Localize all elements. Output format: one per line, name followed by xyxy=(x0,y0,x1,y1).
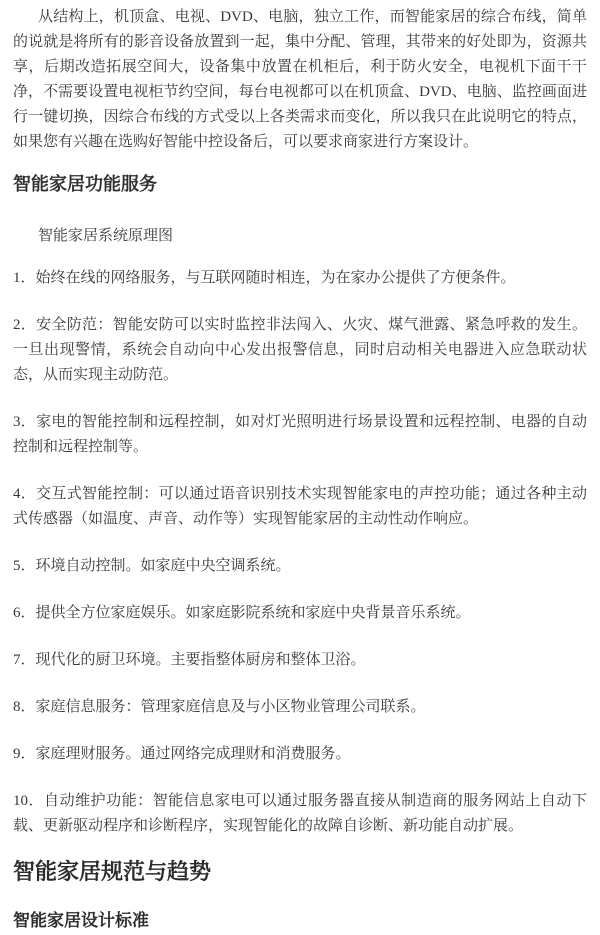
intro-paragraph: 从结构上，机顶盒、电视、DVD、电脑，独立工作，而智能家居的综合布线，简单的说就是将所有的影音设备放置到一起，集中分配、管理，其带来的好处即为，资源共享，后期改造拓展空间大，设备集中放置在机柜后，利于防火安全，电视机下面干干净，不需要设置电视柜节约空间，每台电视都可以在机顶盒、DVD、电脑、监控画面进行一键切换，因综合布线的方式受以上各类需求而变化，所以我只在此说明它的特点，如果您有兴趣在选购好智能中控设备后，可以要求商家进行方案设计。 xyxy=(13,9,587,150)
section-heading-standards-trends: 智能家居规范与趋势 xyxy=(13,859,212,884)
list-item: 4．交互式智能控制：可以通过语音识别技术实现智能家电的声控功能；通过各种主动式传感器（如温度、声音、动作等）实现智能家居的主动性动作响应。 xyxy=(13,486,587,527)
section-heading-functions: 智能家居功能服务 xyxy=(13,174,157,194)
list-item: 10．自动维护功能：智能信息家电可以通过服务器直接从制造商的服务网站上自动下载、更新驱动程序和诊断程序，实现智能化的故障自诊断、新功能自动扩展。 xyxy=(13,793,587,834)
list-item: 9．家庭理财服务。通过网络完成理财和消费服务。 xyxy=(13,746,351,762)
subsection-heading-design-standard: 智能家居设计标准 xyxy=(13,911,149,930)
list-item: 1．始终在线的网络服务，与互联网随时相连，为在家办公提供了方便条件。 xyxy=(13,270,516,286)
list-item: 7．现代化的厨卫环境。主要指整体厨房和整体卫浴。 xyxy=(13,652,366,668)
figure-caption: 智能家居系统原理图 xyxy=(38,228,174,244)
feature-list xyxy=(13,266,587,839)
list-item: 3．家电的智能控制和远程控制，如对灯光照明进行场景设置和远程控制、电器的自动控制和远程控制等。 xyxy=(13,414,587,455)
list-item: 8．家庭信息服务：管理家庭信息及与小区物业管理公司联系。 xyxy=(13,699,426,715)
list-item: 5．环境自动控制。如家庭中央空调系统。 xyxy=(13,558,291,574)
list-item: 6．提供全方位家庭娱乐。如家庭影院系统和家庭中央背景音乐系统。 xyxy=(13,605,471,621)
list-item: 2．安全防范：智能安防可以实时监控非法闯入、火灾、煤气泄露、紧急呼救的发生。一旦出现警情，系统会自动向中心发出报警信息，同时启动相关电器进入应急联动状态，从而实现主动防范。 xyxy=(13,317,587,383)
